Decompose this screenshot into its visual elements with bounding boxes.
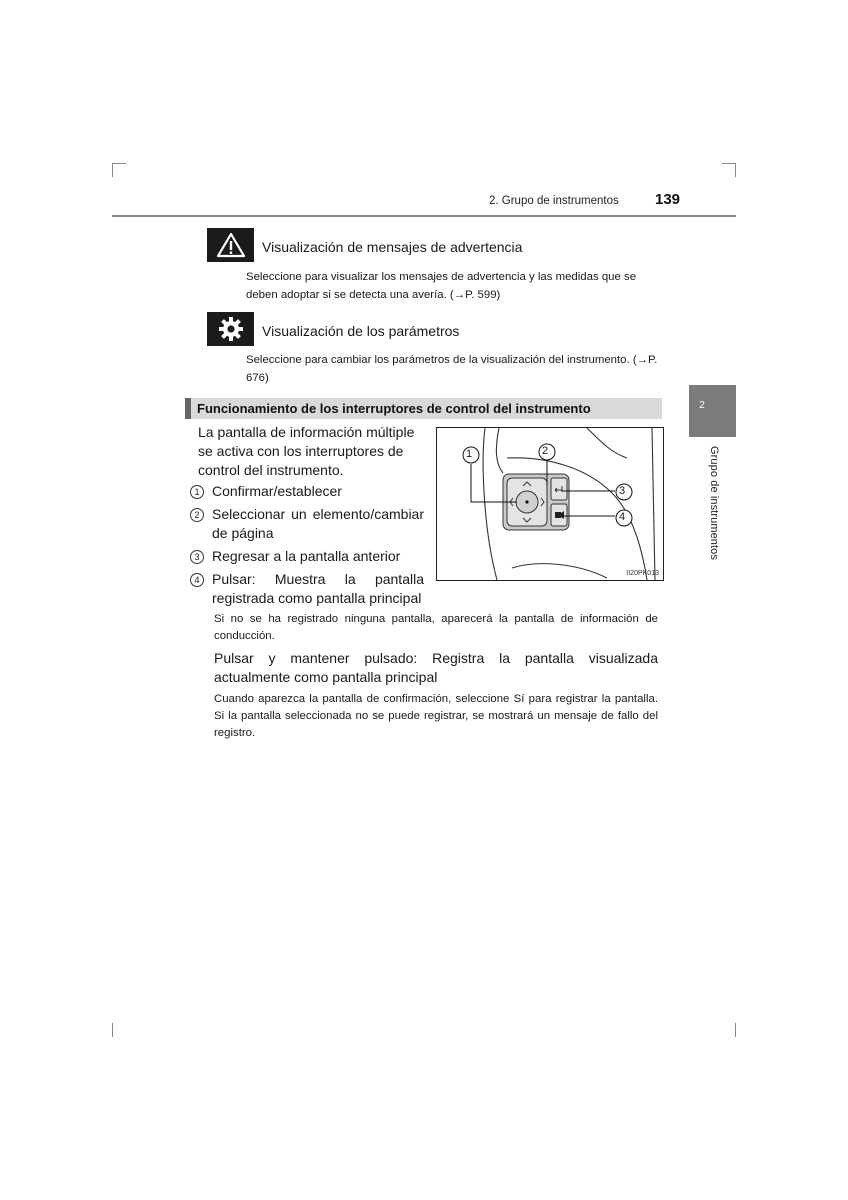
callout-4: 4 xyxy=(619,511,626,523)
crop-mark-top-right-v xyxy=(735,163,736,177)
item-desc-settings: Seleccione para cambiar los parámetros de la visualización del instrumento. (→P. 676) xyxy=(246,354,658,384)
list-text-4: Pulsar: Muestra la pantalla registrada como pantalla principal xyxy=(212,571,424,606)
section-heading-accent xyxy=(185,398,191,419)
figure-code: II20PK013 xyxy=(626,570,659,577)
note-confirmation: Cuando aparezca la pantalla de confirmación, seleccione Sí para registrar la pantalla. Si la pantalla seleccionada no se puede registrar, se mostrará un mensaje de fallo del registro. xyxy=(214,693,658,739)
list-number-2: 2 xyxy=(190,508,204,522)
crop-mark-top-left-v xyxy=(112,163,113,177)
callout-2: 2 xyxy=(542,445,549,457)
chapter-tab-number: 2 xyxy=(699,400,705,411)
list-text-2: Seleccionar un elemento/cambiar de página xyxy=(212,506,424,541)
chapter-tab-label: Grupo de instrumentos xyxy=(708,446,720,560)
item-desc-warning: Seleccione para visualizar los mensajes de advertencia y las medidas que se deben adoptar si se detecta una avería. (→P. 599) xyxy=(246,271,637,301)
crop-mark-bottom-right xyxy=(735,1023,736,1037)
warning-triangle-icon xyxy=(207,228,254,262)
list-text-1: Confirmar/establecer xyxy=(212,483,342,499)
control-list xyxy=(190,482,426,608)
steering-switch-illustration xyxy=(436,427,664,581)
list-item xyxy=(190,505,426,543)
list-item xyxy=(190,482,426,501)
header-rule xyxy=(112,215,736,217)
section-heading: Funcionamiento de los interruptores de control del instrumento xyxy=(197,401,591,416)
list-number-3: 3 xyxy=(190,550,204,564)
list-item xyxy=(190,547,426,566)
header-section-title: 2. Grupo de instrumentos xyxy=(489,195,619,207)
list-number-1: 1 xyxy=(190,485,204,499)
item-title-warning: Visualización de mensajes de advertencia xyxy=(262,239,523,255)
list-item xyxy=(190,570,426,608)
section-intro: La pantalla de información múltiple se activa con los interruptores de control del instrumento. xyxy=(198,424,415,478)
page-number: 139 xyxy=(655,191,681,208)
hold-description: Pulsar y mantener pulsado: Registra la pantalla visualizada actualmente como pantalla principal xyxy=(214,650,658,685)
crop-mark-top-right-h xyxy=(722,163,736,164)
callout-3: 3 xyxy=(619,485,626,497)
list-number-4: 4 xyxy=(190,573,204,587)
list-text-3: Regresar a la pantalla anterior xyxy=(212,548,401,564)
callout-1: 1 xyxy=(466,448,473,460)
gear-icon xyxy=(207,312,254,346)
chapter-tab xyxy=(689,385,736,437)
crop-mark-top-left-h xyxy=(112,163,126,164)
item-title-settings: Visualización de los parámetros xyxy=(262,323,460,339)
note-no-screen: Si no se ha registrado ninguna pantalla, aparecerá la pantalla de información de conducción. xyxy=(214,613,658,642)
crop-mark-bottom-left xyxy=(112,1023,113,1037)
